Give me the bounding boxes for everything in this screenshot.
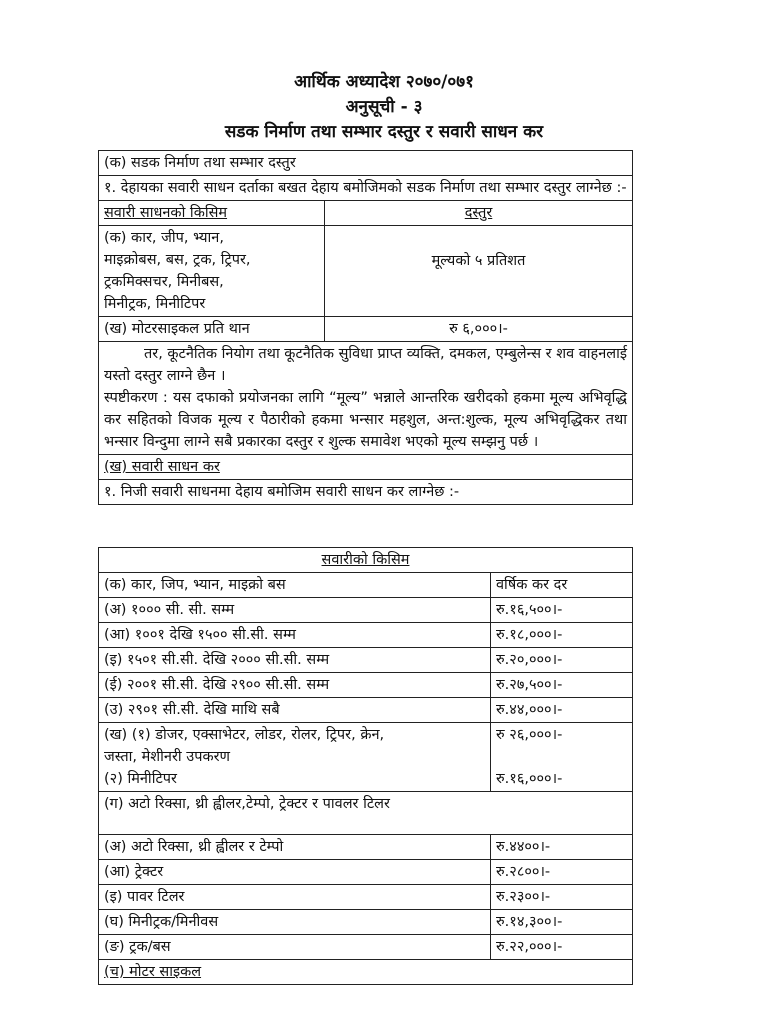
vehicle-line-1: (क) कार, जीप, भ्यान, xyxy=(104,230,224,246)
table-row-rate: रु.२२,०००।- xyxy=(491,935,633,960)
row-car-fee: मूल्यको ५ प्रतिशत xyxy=(325,226,633,317)
group-ch-label xyxy=(99,960,633,985)
table-row-rate: रु.१४,३००।- xyxy=(491,910,633,935)
row-motorcycle: (ख) मोटरसाइकल प्रति थान xyxy=(99,317,325,342)
table-row-rate: रु.२७,५००।- xyxy=(491,673,633,698)
vehicle-line-2: माइक्रोबस, बस, ट्रक, ट्रिपर, xyxy=(104,252,251,268)
table-row-rate: रु.१८,०००।- xyxy=(491,623,633,648)
table-row-label: (आ) १००१ देखि १५०० सी.सी. सम्म xyxy=(99,623,491,648)
table-row-label: (उ) २९०१ सी.सी. देखि माथि सबै xyxy=(99,698,491,723)
table-row-rate: रु.४४००।- xyxy=(491,835,633,860)
table-row-label: (अ) १००० सी. सी. सम्म xyxy=(99,598,491,623)
col-vehicle-type: सवारी साधनको किसिम xyxy=(99,201,325,226)
table-row-rate: रु.४४,०००।- xyxy=(491,698,633,723)
group-k-label: (क) कार, जिप, भ्यान, माइक्रो बस xyxy=(99,573,491,598)
motorcycle-heading: (च) मोटर साइकल xyxy=(104,964,202,980)
vehicle-tax-table xyxy=(98,547,633,985)
group-g-label: (ग) अटो रिक्सा, थ्री ह्वीलर,टेम्पो, ट्रेक्टर र पावलर टिलर xyxy=(99,792,633,835)
group-kh-rates xyxy=(491,723,633,792)
table-row-rate: रु.२०,०००।- xyxy=(491,648,633,673)
table-row-label: (ई) २००१ सी.सी. देखि २९०० सी.सी. सम्म xyxy=(99,673,491,698)
notes-block xyxy=(99,342,633,455)
machinery-rate: रु २६,०००।- xyxy=(496,727,563,743)
table-row-label: (आ) ट्रेक्टर xyxy=(99,860,491,885)
table-row-label: (इ) १५०१ सी.सी. देखि २००० सी.सी. सम्म xyxy=(99,648,491,673)
table-row-rate: रु.२३००।- xyxy=(491,885,633,910)
table-row-rate: रु.१६,५००।- xyxy=(491,598,633,623)
tax-table-header: सवारीको किसिम xyxy=(321,552,410,568)
vehicle-line-4: मिनीट्रक, मिनीटिपर xyxy=(104,296,206,312)
section-b-heading: (ख) सवारी साधन कर xyxy=(99,455,633,480)
section-b-intro: १. निजी सवारी साधनमा देहाय बमोजिम सवारी साधन कर लाग्नेछ :- xyxy=(99,480,633,505)
schedule-title: अनुसूची - ३ xyxy=(345,97,423,117)
group-kh-label xyxy=(99,723,491,792)
vehicle-line-3: ट्रकमिक्सचर, मिनीबस, xyxy=(104,274,224,290)
schedule-subtitle: सडक निर्माण तथा सम्भार दस्तुर र सवारी साधन कर xyxy=(224,122,544,142)
minitipper-rate: रु.१६,०००।- xyxy=(496,771,563,787)
table-row-label: (अ) अटो रिक्सा, थ्री ह्वीलर र टेम्पो xyxy=(99,835,491,860)
table-row-label: (इ) पावर टिलर xyxy=(99,885,491,910)
minitipper-line: (२) मिनीटिपर xyxy=(104,771,177,787)
section-a-heading: (क) सडक निर्माण तथा सम्भार दस्तुर xyxy=(99,151,633,176)
document-title-block xyxy=(0,70,768,145)
table-row-rate: रु.२८००।- xyxy=(491,860,633,885)
row-motorcycle-fee: रु ६,०००।- xyxy=(325,317,633,342)
row-car-vehicles xyxy=(99,226,325,317)
machinery-line-2: जस्ता, मेशीनरी उपकरण xyxy=(104,749,230,765)
ordinance-title: आर्थिक अध्यादेश २०७०/०७१ xyxy=(294,72,474,92)
clarification-note: स्पष्टीकरण : यस दफाको प्रयोजनका लागि “मूल्य” भन्नाले आन्तरिक खरीदको हकमा मूल्य अभिवृद्धि कर सहितको विजक मूल्य र पैठारीको हकमा भन्सार महशुल, अन्त:शुल्क, मूल्य अभिवृद्धिकर तथा भन्सार विन्दुमा लाग्ने सबै प्रकारका दस्तुर र शुल्क समावेश भएको मूल्य सम्झनु पर्छ । xyxy=(104,390,628,450)
col-fee: दस्तुर xyxy=(325,201,633,226)
rate-header: वर्षिक कर दर xyxy=(491,573,633,598)
section-a-intro: १. देहायका सवारी साधन दर्ताका बखत देहाय बमोजिमको सडक निर्माण तथा सम्भार दस्तुर लाग्नेछ :- xyxy=(99,176,633,201)
exemption-note: तर, कूटनैतिक नियोग तथा कूटनैतिक सुविधा प्राप्त व्यक्ति, दमकल, एम्बुलेन्स र शव वाहनलाई यस्तो दस्तुर लाग्ने छैन । xyxy=(104,346,628,384)
machinery-line-1: (ख) (१) डोजर, एक्साभेटर, लोडर, रोलर, ट्रिपर, क्रेन, xyxy=(104,727,385,743)
table-row-label: (घ) मिनीट्रक/मिनीवस xyxy=(99,910,491,935)
table-row-label: (ङ) ट्रक/बस xyxy=(99,935,491,960)
road-fee-table xyxy=(98,150,633,505)
